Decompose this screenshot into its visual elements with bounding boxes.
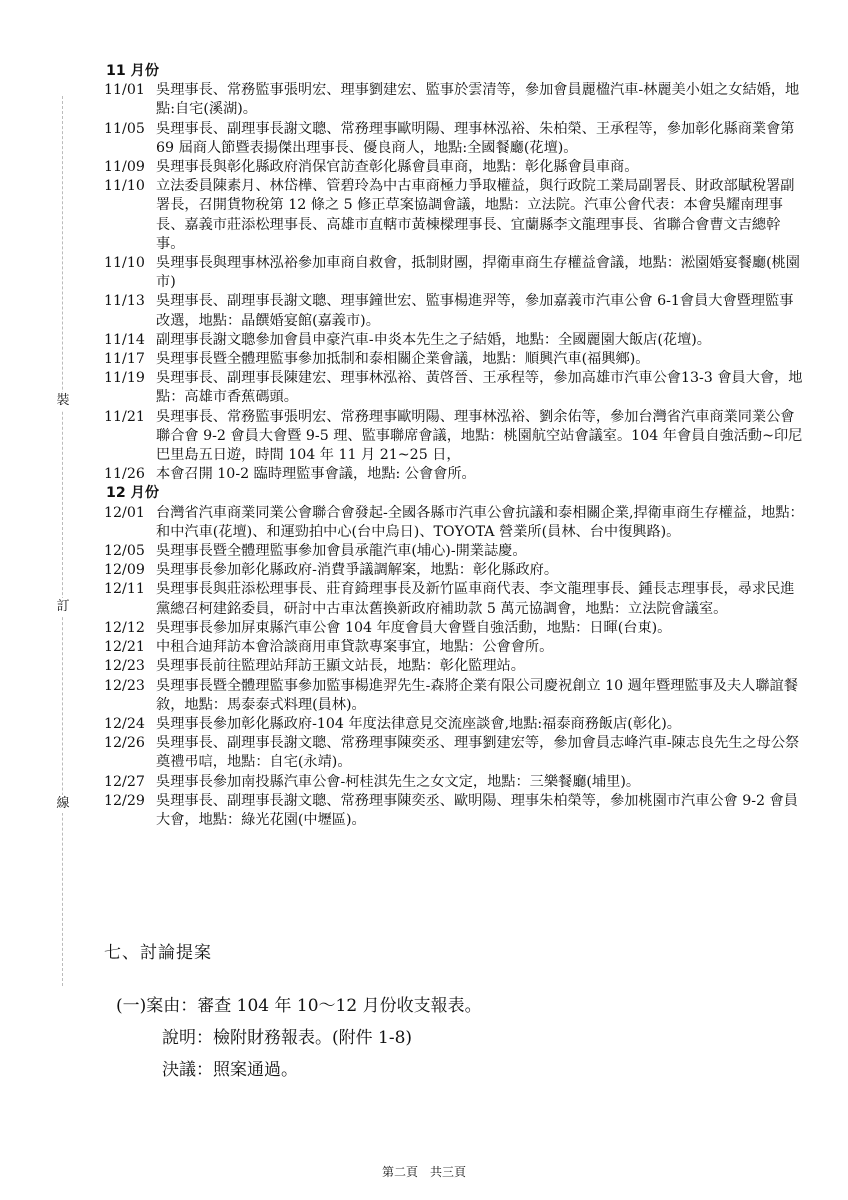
motion-case: (一)案由：審查 104 年 10～12 月份收支報表。: [116, 996, 482, 1016]
log-entry: [104, 677, 804, 715]
month-heading: 11 月份: [106, 63, 160, 79]
binding-mark-2: 訂: [54, 598, 72, 616]
entry-date: 11/13: [104, 293, 145, 310]
entry-text: 吳理事長、副理事長謝文聰、常務理事陳奕丞、理事劉建宏等，參加會員志峰汽車-陳志良先生之母公祭奠禮弔唁，地點：自宅(永靖)。: [156, 735, 800, 771]
log-entry: [104, 331, 804, 350]
entry-date: 12/12: [104, 619, 145, 636]
binding-line: [62, 96, 63, 986]
entry-date: 12/23: [104, 658, 145, 675]
log-entry: [104, 561, 804, 580]
log-entry: [104, 120, 804, 158]
entry-date: 12/26: [104, 735, 145, 752]
entry-date: 11/21: [104, 408, 145, 425]
entry-date: 12/11: [104, 581, 145, 598]
entry-text: 台灣省汽車商業同業公會聯合會發起-全國各縣市汽車公會抗議和泰相關企業,捍衛車商生存權益，地點：和中汽車(花壇)、和運勁拍中心(台中烏日)、TOYOTA 營業所(員林、台中復興路)。: [156, 504, 804, 540]
entry-date: 11/14: [104, 331, 145, 348]
entry-text: 吳理事長、副理事長謝文聰、理事鐘世宏、監事楊進羿等，參加嘉義市汽車公會 6-1會員大會暨理監事改選，地點：晶饌婚宴館(嘉義市)。: [156, 293, 794, 329]
entry-text: 立法委員陳素月、林岱樺、管碧玲為中古車商極力爭取權益，與行政院工業局副署長、財政部賦稅署副署長，召開貨物稅第 12 條之 5 修正草案協調會議，地點：立法院。汽車公會代表：本會吳耀南理事長、嘉義市莊添松理事長、高雄市直轄市黃棟樑理事長、宜蘭縣李文龍理事長、省聯合會曹文吉總幹事。: [156, 178, 795, 252]
entry-text: 吳理事長與莊添松理事長、莊育錡理事長及新竹區車商代表、李文龍理事長、鍾長志理事長，尋求民進黨總召柯建銘委員，研討中古車汰舊換新政府補助款 5 萬元協調會，地點：立法院會議室。: [156, 581, 795, 617]
log-entry: [104, 177, 804, 254]
activity-log: [104, 62, 804, 830]
entry-text: 吳理事長、副理事長謝文聰、常務理事歐明陽、理事林泓裕、朱柏榮、王承程等，參加彰化縣商業會第 69 屆商人節暨表揚傑出理事長、優良商人，地點:全國餐廳(花壇)。: [156, 120, 795, 156]
log-entry: [104, 254, 804, 292]
entry-date: 11/26: [104, 466, 145, 483]
entry-text: 中租合迪拜訪本會洽談商用車貸款專案事宜，地點：公會會所。: [156, 639, 554, 656]
entry-date: 11/09: [104, 159, 145, 176]
log-entry: [104, 350, 804, 369]
entry-text: 吳理事長參加彰化縣政府-104 年度法律意見交流座談會,地點:福泰商務飯店(彰化)。: [156, 715, 681, 732]
log-entry: [104, 715, 804, 734]
entry-text: 吳理事長暨全體理監事參加會員承龍汽車(埔心)-開業誌慶。: [156, 543, 527, 560]
motion-resolution: 決議：照案通過。: [162, 1060, 298, 1080]
entry-text: 吳理事長與理事林泓裕參加車商自救會，抵制財團，捍衛車商生存權益會議，地點：淞園婚宴餐廳(桃園市): [156, 255, 800, 291]
log-entry: [104, 792, 804, 830]
entry-date: 12/27: [104, 773, 145, 790]
motion-explanation: 說明：檢附財務報表。(附件 1-8): [162, 1028, 413, 1048]
entry-text: 本會召開 10-2 臨時理監事會議，地點: 公會會所。: [156, 466, 476, 483]
entry-date: 11/17: [104, 351, 145, 368]
log-entry: [104, 580, 804, 618]
entry-text: 吳理事長、副理事長陳建宏、理事林泓裕、黃啓晉、王承程等，參加高雄市汽車公會13-3 會員大會，地點：高雄市香蕉碼頭。: [156, 370, 803, 406]
log-entry: [104, 773, 804, 792]
log-entry: [104, 158, 804, 177]
entry-text: 吳理事長參加屏東縣汽車公會 104 年度會員大會暨自強活動，地點：日暉(台東)。: [156, 619, 672, 636]
entry-text: 吳理事長、副理事長謝文聰、常務理事陳奕丞、歐明陽、理事朱柏榮等，參加桃園市汽車公會 9-2 會員大會，地點：綠光花園(中壢區)。: [156, 792, 798, 828]
section-heading-discussion: 七、討論提案: [104, 943, 212, 963]
entry-text: 吳理事長參加南投縣汽車公會-柯桂淇先生之女文定，地點：三樂餐廳(埔里)。: [156, 773, 641, 790]
entry-date: 12/01: [104, 504, 145, 521]
entry-text: 吳理事長、常務監事張明宏、常務理事歐明陽、理事林泓裕、劉余佑等，參加台灣省汽車商業同業公會聯合會 9-2 會員大會暨 9-5 理、監事聯席會議，地點：桃園航空站會議室。104 年會員自強活動~印尼巴里島五日遊，時間 104 年 11 月 21~25 日，: [156, 408, 803, 464]
entry-text: 吳理事長、常務監事張明宏、理事劉建宏、監事於雲清等，參加會員麗楹汽車-林麗美小姐之女結婚，地點:自宅(溪湖)。: [156, 82, 800, 118]
log-entry: [104, 542, 804, 561]
entry-text: 吳理事長與彰化縣政府消保官訪查彰化縣會員車商，地點：彰化縣會員車商。: [156, 159, 639, 176]
entry-date: 12/29: [104, 792, 145, 809]
log-entry: [104, 504, 804, 542]
entry-date: 12/09: [104, 562, 145, 579]
log-entry: [104, 657, 804, 676]
entry-date: 11/10: [104, 255, 145, 272]
month-heading: 12 月份: [106, 485, 160, 502]
entry-date: 11/01: [104, 82, 145, 99]
entry-text: 吳理事長前往監理站拜訪王顯文站長，地點：彰化監理站。: [156, 658, 525, 675]
log-entry: [104, 465, 804, 484]
entry-date: 11/19: [104, 370, 145, 387]
entry-date: 12/05: [104, 543, 145, 560]
entry-date: 12/23: [104, 677, 145, 694]
entry-date: 12/21: [104, 639, 145, 656]
entry-text: 吳理事長暨全體理監事參加監事楊進羿先生-森將企業有限公司慶祝創立 10 週年暨理監事及夫人聯誼餐敘，地點：馬泰泰式料理(員林)。: [156, 677, 798, 713]
entry-date: 11/05: [104, 120, 145, 137]
entry-date: 11/10: [104, 178, 145, 195]
motion-block: [116, 990, 482, 1086]
log-entry: [104, 408, 804, 466]
entry-date: 12/24: [104, 715, 145, 732]
entry-text: 吳理事長參加彰化縣政府-消費爭議調解案，地點：彰化縣政府。: [156, 562, 559, 579]
log-entry: [104, 81, 804, 119]
binding-mark-1: 裝: [54, 392, 72, 410]
binding-mark-3: 線: [54, 795, 72, 813]
entry-text: 吳理事長暨全體理監事參加抵制和泰相關企業會議，地點：順興汽車(福興鄉)。: [156, 351, 650, 368]
log-entry: [104, 619, 804, 638]
log-entry: [104, 638, 804, 657]
page-footer: 第二頁 共三頁: [381, 1165, 466, 1179]
log-entry: [104, 734, 804, 772]
log-entry: [104, 292, 804, 330]
entry-text: 副理事長謝文聰參加會員申豪汽車-申炎本先生之子結婚，地點：全國麗園大飯店(花壇)。: [156, 331, 711, 348]
log-entry: [104, 369, 804, 407]
